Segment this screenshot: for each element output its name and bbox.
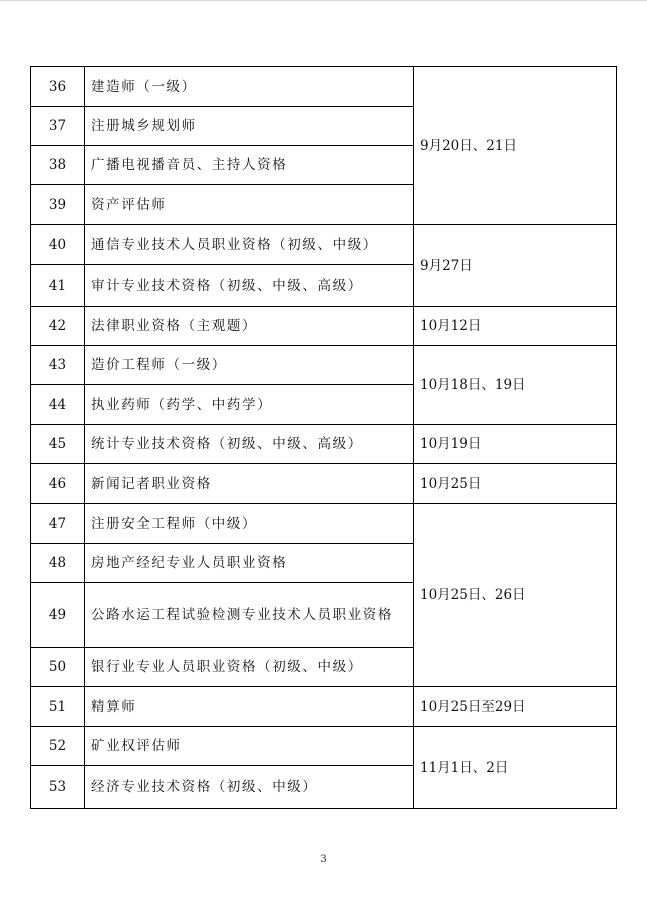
exam-name: 矿业权评估师 xyxy=(85,727,414,766)
exam-name: 通信专业技术人员职业资格（初级、中级） xyxy=(85,225,414,265)
exam-date: 9月20日、21日 xyxy=(414,67,617,225)
exam-name: 新闻记者职业资格 xyxy=(85,464,414,504)
row-number: 36 xyxy=(31,67,85,107)
row-number: 38 xyxy=(31,146,85,185)
exam-name: 广播电视播音员、主持人资格 xyxy=(85,146,414,185)
table-row xyxy=(31,307,617,346)
row-number: 42 xyxy=(31,307,85,346)
exam-name: 精算师 xyxy=(85,687,414,727)
row-number: 51 xyxy=(31,687,85,727)
table-row xyxy=(31,425,617,464)
exam-name: 银行业专业人员职业资格（初级、中级） xyxy=(85,648,414,687)
table-row xyxy=(31,225,617,265)
row-number: 41 xyxy=(31,265,85,307)
row-number: 47 xyxy=(31,504,85,544)
exam-name: 建造师（一级） xyxy=(85,67,414,107)
row-number: 49 xyxy=(31,583,85,648)
table-row xyxy=(31,346,617,385)
table-row xyxy=(31,687,617,727)
exam-date: 10月25日 xyxy=(414,464,617,504)
row-number: 44 xyxy=(31,385,85,425)
table-row xyxy=(31,464,617,504)
exam-name: 审计专业技术资格（初级、中级、高级） xyxy=(85,265,414,307)
row-number: 43 xyxy=(31,346,85,385)
row-number: 50 xyxy=(31,648,85,687)
row-number: 45 xyxy=(31,425,85,464)
exam-name: 注册安全工程师（中级） xyxy=(85,504,414,544)
table-row xyxy=(31,504,617,544)
exam-name: 房地产经纪专业人员职业资格 xyxy=(85,544,414,583)
exam-name: 经济专业技术资格（初级、中级） xyxy=(85,766,414,809)
row-number: 39 xyxy=(31,185,85,225)
table-row xyxy=(31,727,617,766)
row-number: 40 xyxy=(31,225,85,265)
exam-date: 10月25日至29日 xyxy=(414,687,617,727)
exam-name: 公路水运工程试验检测专业技术人员职业资格 xyxy=(85,583,414,648)
table-row xyxy=(31,67,617,107)
exam-name: 统计专业技术资格（初级、中级、高级） xyxy=(85,425,414,464)
exam-date: 10月18日、19日 xyxy=(414,346,617,425)
exam-date: 11月1日、2日 xyxy=(414,727,617,809)
exam-name: 造价工程师（一级） xyxy=(85,346,414,385)
exam-name: 法律职业资格（主观题） xyxy=(85,307,414,346)
row-number: 46 xyxy=(31,464,85,504)
exam-name: 执业药师（药学、中药学） xyxy=(85,385,414,425)
exam-date: 9月27日 xyxy=(414,225,617,307)
exam-date: 10月19日 xyxy=(414,425,617,464)
page-number: 3 xyxy=(320,854,327,865)
exam-date: 10月25日、26日 xyxy=(414,504,617,687)
row-number: 52 xyxy=(31,727,85,766)
exam-schedule-table xyxy=(30,66,617,809)
row-number: 53 xyxy=(31,766,85,809)
exam-date: 10月12日 xyxy=(414,307,617,346)
exam-name: 注册城乡规划师 xyxy=(85,107,414,146)
row-number: 48 xyxy=(31,544,85,583)
row-number: 37 xyxy=(31,107,85,146)
exam-name: 资产评估师 xyxy=(85,185,414,225)
top-rule xyxy=(0,0,647,1)
